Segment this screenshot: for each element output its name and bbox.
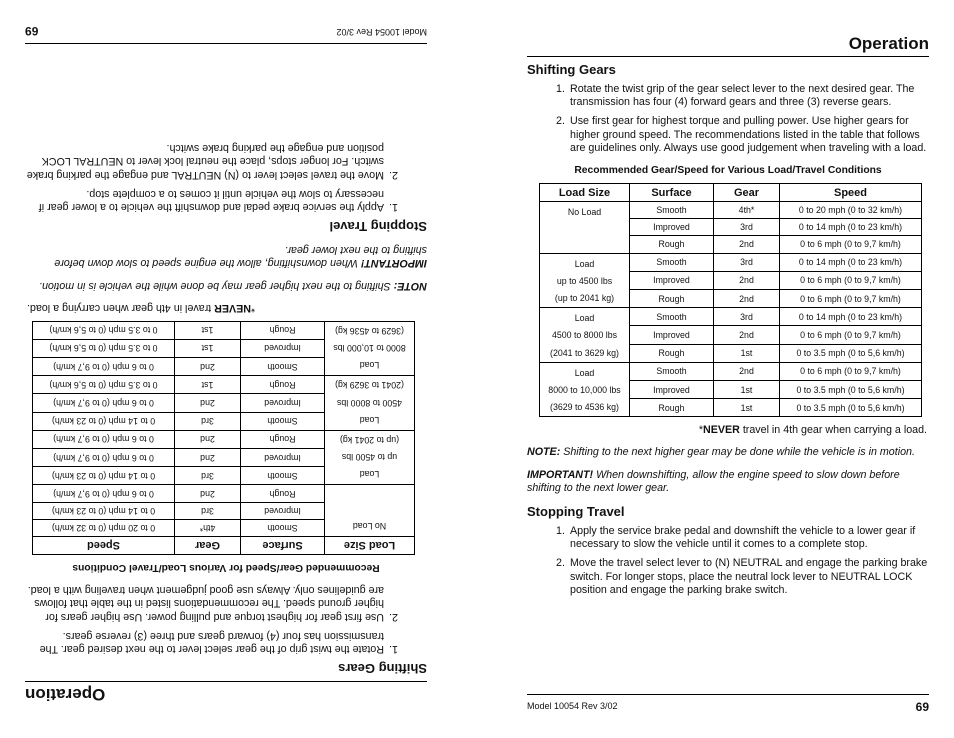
never-asterisk: *	[698, 424, 704, 437]
surface-cell: Rough	[630, 236, 714, 253]
stopping-steps	[25, 141, 427, 213]
gear-cell: 2nd	[714, 271, 780, 289]
shifting-step	[527, 83, 929, 109]
page-content	[527, 62, 929, 603]
load-size-line: Load	[359, 414, 380, 425]
gear-cell: 1st	[714, 381, 780, 399]
gear-cell: 1st	[714, 399, 780, 417]
speed-cell: 0 to 6 mph (0 to 9,7 km/h)	[33, 485, 175, 502]
load-size-line: (up to 2041 kg)	[339, 435, 400, 446]
footer-rule	[25, 43, 427, 44]
gear-cell: 1st	[175, 376, 241, 394]
column-header-surface: Surface	[241, 536, 325, 554]
surface-cell: Rough	[241, 485, 325, 502]
load-size-cell	[540, 202, 630, 254]
never-warning	[527, 424, 929, 436]
table-row	[33, 467, 415, 485]
shifting-heading: Shifting Gears	[338, 661, 427, 676]
gear-cell: 2nd	[175, 430, 241, 448]
page-footer	[25, 22, 427, 38]
load-size-line: (up to 2041 kg)	[554, 292, 615, 303]
load-size-cell	[325, 430, 415, 485]
stopping-steps	[527, 525, 929, 597]
speed-cell: 0 to 3.5 mph (0 to 5,6 km/h)	[780, 344, 922, 362]
column-header-load-size: Load Size	[540, 184, 630, 202]
surface-cell: Rough	[241, 321, 325, 339]
surface-cell: Rough	[630, 344, 714, 362]
step-number: 1.	[389, 200, 398, 213]
surface-cell: Improved	[241, 339, 325, 357]
note-text: Shifting to the next higher gear may be done while the vehicle is in motion.	[560, 446, 915, 459]
page-number: 69	[25, 24, 39, 38]
never-text: travel in 4th gear when carrying a load.	[27, 301, 215, 314]
speed-cell: 0 to 3.5 mph (0 to 5,6 km/h)	[33, 321, 175, 339]
load-size-line: No Load	[567, 207, 602, 218]
table-caption: Recommended Gear/Speed for Various Load/Travel Conditions	[574, 165, 882, 177]
step-number: 1.	[556, 83, 565, 95]
column-header-load-size: Load Size	[325, 536, 415, 554]
header-rule	[25, 681, 427, 682]
speed-cell: 0 to 3.5 mph (0 to 5,6 km/h)	[780, 381, 922, 399]
step-number: 2.	[556, 557, 565, 570]
step-text: Move the travel select lever to (N) NEUTRAL and engage the parking brake switch. For longer stops, place the neutral lock lever to NEUTRAL LOCK position and engage the parking brake switch.	[570, 557, 928, 596]
gear-cell: 1st	[175, 339, 241, 357]
shifting-step	[527, 115, 929, 155]
speed-cell: 0 to 6 mph (0 to 9,7 km/h)	[780, 326, 922, 344]
important-paragraph	[25, 243, 427, 269]
table-header-row	[540, 184, 922, 202]
gear-speed-table	[32, 321, 415, 555]
shifting-steps	[527, 83, 929, 155]
table-row	[540, 308, 922, 326]
surface-cell: Smooth	[630, 202, 714, 219]
shifting-steps	[25, 583, 427, 655]
load-size-line: No Load	[352, 520, 387, 531]
note-label: NOTE:	[393, 279, 427, 292]
load-size-cell	[540, 308, 630, 363]
stopping-heading: Stopping Travel	[527, 504, 625, 520]
gear-cell: 2nd	[175, 449, 241, 467]
table-row	[540, 253, 922, 271]
column-header-gear: Gear	[714, 184, 780, 202]
step-text: Use first gear for highest torque and pulling power. Use higher gears for higher ground speed. The recommendations listed in the table that follows are guidelines only. Always use good judgement when traveling with a load.	[27, 584, 384, 623]
page-body	[25, 18, 427, 718]
column-header-speed: Speed	[780, 184, 922, 202]
page-content	[25, 135, 427, 676]
note-paragraph	[25, 278, 427, 291]
load-size-line: Load	[359, 360, 380, 371]
table-body	[540, 202, 922, 417]
load-size-line: (2041 to 3629 kg)	[550, 347, 619, 358]
speed-cell: 0 to 3.5 mph (0 to 5,6 km/h)	[33, 339, 175, 357]
speed-cell: 0 to 6 mph (0 to 9,7 km/h)	[33, 358, 175, 376]
load-size-line: 8000 to 10,000 lbs	[548, 385, 621, 395]
stopping-step	[527, 525, 929, 551]
page-title: Operation	[848, 34, 929, 53]
important-text: When downshifting, allow the engine speed to slow down before shifting to the next lower gear.	[54, 244, 427, 270]
load-size-line: 8000 to 10,000 lbs	[333, 343, 406, 353]
footer-rule	[527, 694, 929, 695]
gear-cell: 3rd	[175, 502, 241, 519]
step-text: Apply the service brake pedal and downshift the vehicle to a lower gear if necessary to slow the vehicle until it comes to a complete stop.	[38, 187, 384, 213]
gear-cell: 2nd	[714, 236, 780, 253]
surface-cell: Smooth	[241, 412, 325, 430]
important-text: When downshifting, allow the engine speed to slow down before shifting to the next lower gear.	[527, 468, 900, 494]
load-size-cell	[325, 376, 415, 431]
surface-cell: Rough	[630, 289, 714, 307]
model-revision: Model 10054 Rev 3/02	[527, 701, 618, 711]
surface-cell: Smooth	[630, 308, 714, 326]
speed-cell: 0 to 6 mph (0 to 9,7 km/h)	[780, 271, 922, 289]
shifting-step	[25, 583, 427, 623]
step-number: 2.	[556, 115, 565, 128]
gear-cell: 2nd	[714, 326, 780, 344]
gear-cell: 3rd	[714, 253, 780, 271]
page-number: 69	[915, 700, 929, 714]
gear-cell: 3rd	[175, 467, 241, 485]
gear-cell: 3rd	[175, 412, 241, 430]
table-row	[33, 358, 415, 376]
surface-cell: Improved	[241, 394, 325, 412]
surface-cell: Improved	[630, 381, 714, 399]
speed-cell: 0 to 20 mph (0 to 32 km/h)	[780, 202, 922, 219]
note-label: NOTE:	[527, 446, 561, 459]
note-text: Shifting to the next higher gear may be done while the vehicle is in motion.	[39, 279, 394, 292]
speed-cell: 0 to 14 mph (0 to 23 km/h)	[33, 467, 175, 485]
surface-cell: Smooth	[241, 519, 325, 536]
gear-cell: 3rd	[714, 308, 780, 326]
header-rule	[527, 56, 929, 57]
column-header-speed: Speed	[33, 536, 175, 554]
page-title: Operation	[25, 685, 106, 704]
gear-cell: 3rd	[714, 219, 780, 236]
load-size-cell	[540, 362, 630, 417]
surface-cell: Smooth	[630, 362, 714, 380]
surface-cell: Improved	[630, 219, 714, 236]
right-page	[477, 0, 954, 738]
model-revision: Model 10054 Rev 3/02	[336, 27, 427, 37]
shifting-step	[25, 629, 427, 655]
stopping-step	[25, 141, 427, 181]
load-size-cell	[540, 253, 630, 308]
gear-cell: 2nd	[175, 394, 241, 412]
speed-cell: 0 to 6 mph (0 to 9,7 km/h)	[780, 289, 922, 307]
step-text: Move the travel select lever to (N) NEUTRAL and engage the parking brake switch. For longer stops, place the neutral lock lever to NEUTRAL LOCK position and engage the parking brake switch.	[26, 142, 384, 181]
gear-cell: 2nd	[175, 485, 241, 502]
speed-cell: 0 to 6 mph (0 to 9,7 km/h)	[780, 236, 922, 253]
table-caption: Recommended Gear/Speed for Various Load/Travel Conditions	[72, 561, 380, 573]
table-body	[33, 321, 415, 536]
gear-cell: 2nd	[175, 358, 241, 376]
column-header-gear: Gear	[175, 536, 241, 554]
speed-cell: 0 to 6 mph (0 to 9,7 km/h)	[33, 430, 175, 448]
stopping-heading: Stopping Travel	[329, 218, 427, 234]
gear-cell: 4th*	[175, 519, 241, 536]
table-row	[33, 412, 415, 430]
load-size-line: Load	[574, 367, 595, 378]
surface-cell: Improved	[630, 271, 714, 289]
table-row	[540, 362, 922, 380]
surface-cell: Rough	[630, 399, 714, 417]
load-size-line: up to 4500 lbs	[556, 275, 613, 286]
surface-cell: Rough	[241, 376, 325, 394]
table-header-row	[33, 536, 415, 554]
step-text: Rotate the twist grip of the gear select lever to the next desired gear. The transmission has four (4) forward gears and three (3) reverse gears.	[570, 83, 915, 109]
gear-speed-table	[539, 183, 922, 417]
step-text: Apply the service brake pedal and downshift the vehicle to a lower gear if necessary to slow the vehicle until it comes to a complete stop.	[570, 525, 916, 551]
speed-cell: 0 to 14 mph (0 to 23 km/h)	[33, 412, 175, 430]
important-label: IMPORTANT!	[360, 257, 427, 270]
never-warning	[25, 302, 427, 314]
surface-cell: Improved	[241, 502, 325, 519]
step-number: 2.	[389, 168, 398, 181]
speed-cell: 0 to 6 mph (0 to 9,7 km/h)	[33, 394, 175, 412]
never-text: travel in 4th gear when carrying a load.	[739, 424, 927, 437]
surface-cell: Improved	[630, 326, 714, 344]
step-text: Rotate the twist grip of the gear select lever to the next desired gear. The transmission has four (4) forward gears and three (3) reverse gears.	[39, 629, 384, 655]
table-row	[540, 202, 922, 219]
page-body	[527, 20, 929, 720]
stopping-step	[527, 557, 929, 597]
speed-cell: 0 to 14 mph (0 to 23 km/h)	[33, 502, 175, 519]
speed-cell: 0 to 6 mph (0 to 9,7 km/h)	[33, 449, 175, 467]
surface-cell: Improved	[241, 449, 325, 467]
load-size-line: 4500 to 8000 lbs	[336, 397, 403, 408]
speed-cell: 0 to 3.5 mph (0 to 5,6 km/h)	[780, 399, 922, 417]
gear-cell: 2nd	[714, 289, 780, 307]
load-size-line: 4500 to 8000 lbs	[551, 330, 618, 341]
page-footer	[527, 700, 929, 716]
speed-cell: 0 to 20 mph (0 to 32 km/h)	[33, 519, 175, 536]
load-size-cell	[325, 321, 415, 376]
gear-cell: 2nd	[714, 362, 780, 380]
load-size-line: (3629 to 4536 kg)	[335, 325, 404, 336]
speed-cell: 0 to 3.5 mph (0 to 5,6 km/h)	[33, 376, 175, 394]
gear-cell: 1st	[175, 321, 241, 339]
step-number: 2.	[389, 610, 398, 623]
step-text: Use first gear for highest torque and pulling power. Use higher gears for higher ground speed. The recommendations listed in the table that follows are guidelines only. Always use good judgement when traveling with a load.	[570, 115, 927, 154]
note-paragraph	[527, 446, 929, 459]
table-row	[33, 519, 415, 536]
step-number: 1.	[389, 643, 398, 655]
never-bold: NEVER	[214, 301, 251, 314]
load-size-line: Load	[574, 258, 595, 269]
shifting-heading: Shifting Gears	[527, 62, 616, 77]
page-header	[25, 682, 427, 704]
load-size-line: Load	[359, 469, 380, 480]
speed-cell: 0 to 14 mph (0 to 23 km/h)	[780, 219, 922, 236]
load-size-line: Load	[574, 313, 595, 324]
speed-cell: 0 to 6 mph (0 to 9,7 km/h)	[780, 362, 922, 380]
never-bold: NEVER	[703, 424, 740, 437]
never-asterisk: *	[250, 301, 256, 314]
surface-cell: Smooth	[630, 253, 714, 271]
load-size-line: (2041 to 3629 kg)	[335, 380, 404, 391]
stopping-step	[25, 187, 427, 213]
important-label: IMPORTANT!	[527, 468, 594, 481]
page-header	[527, 34, 929, 56]
surface-cell: Rough	[241, 430, 325, 448]
gear-cell: 4th*	[714, 202, 780, 219]
load-size-line: up to 4500 lbs	[341, 452, 398, 463]
column-header-surface: Surface	[630, 184, 714, 202]
surface-cell: Smooth	[241, 358, 325, 376]
gear-cell: 1st	[714, 344, 780, 362]
step-number: 1.	[556, 525, 565, 538]
load-size-line: (3629 to 4536 kg)	[550, 402, 619, 413]
surface-cell: Smooth	[241, 467, 325, 485]
speed-cell: 0 to 14 mph (0 to 23 km/h)	[780, 253, 922, 271]
important-paragraph	[527, 469, 929, 495]
load-size-cell	[325, 485, 415, 537]
speed-cell: 0 to 14 mph (0 to 23 km/h)	[780, 308, 922, 326]
